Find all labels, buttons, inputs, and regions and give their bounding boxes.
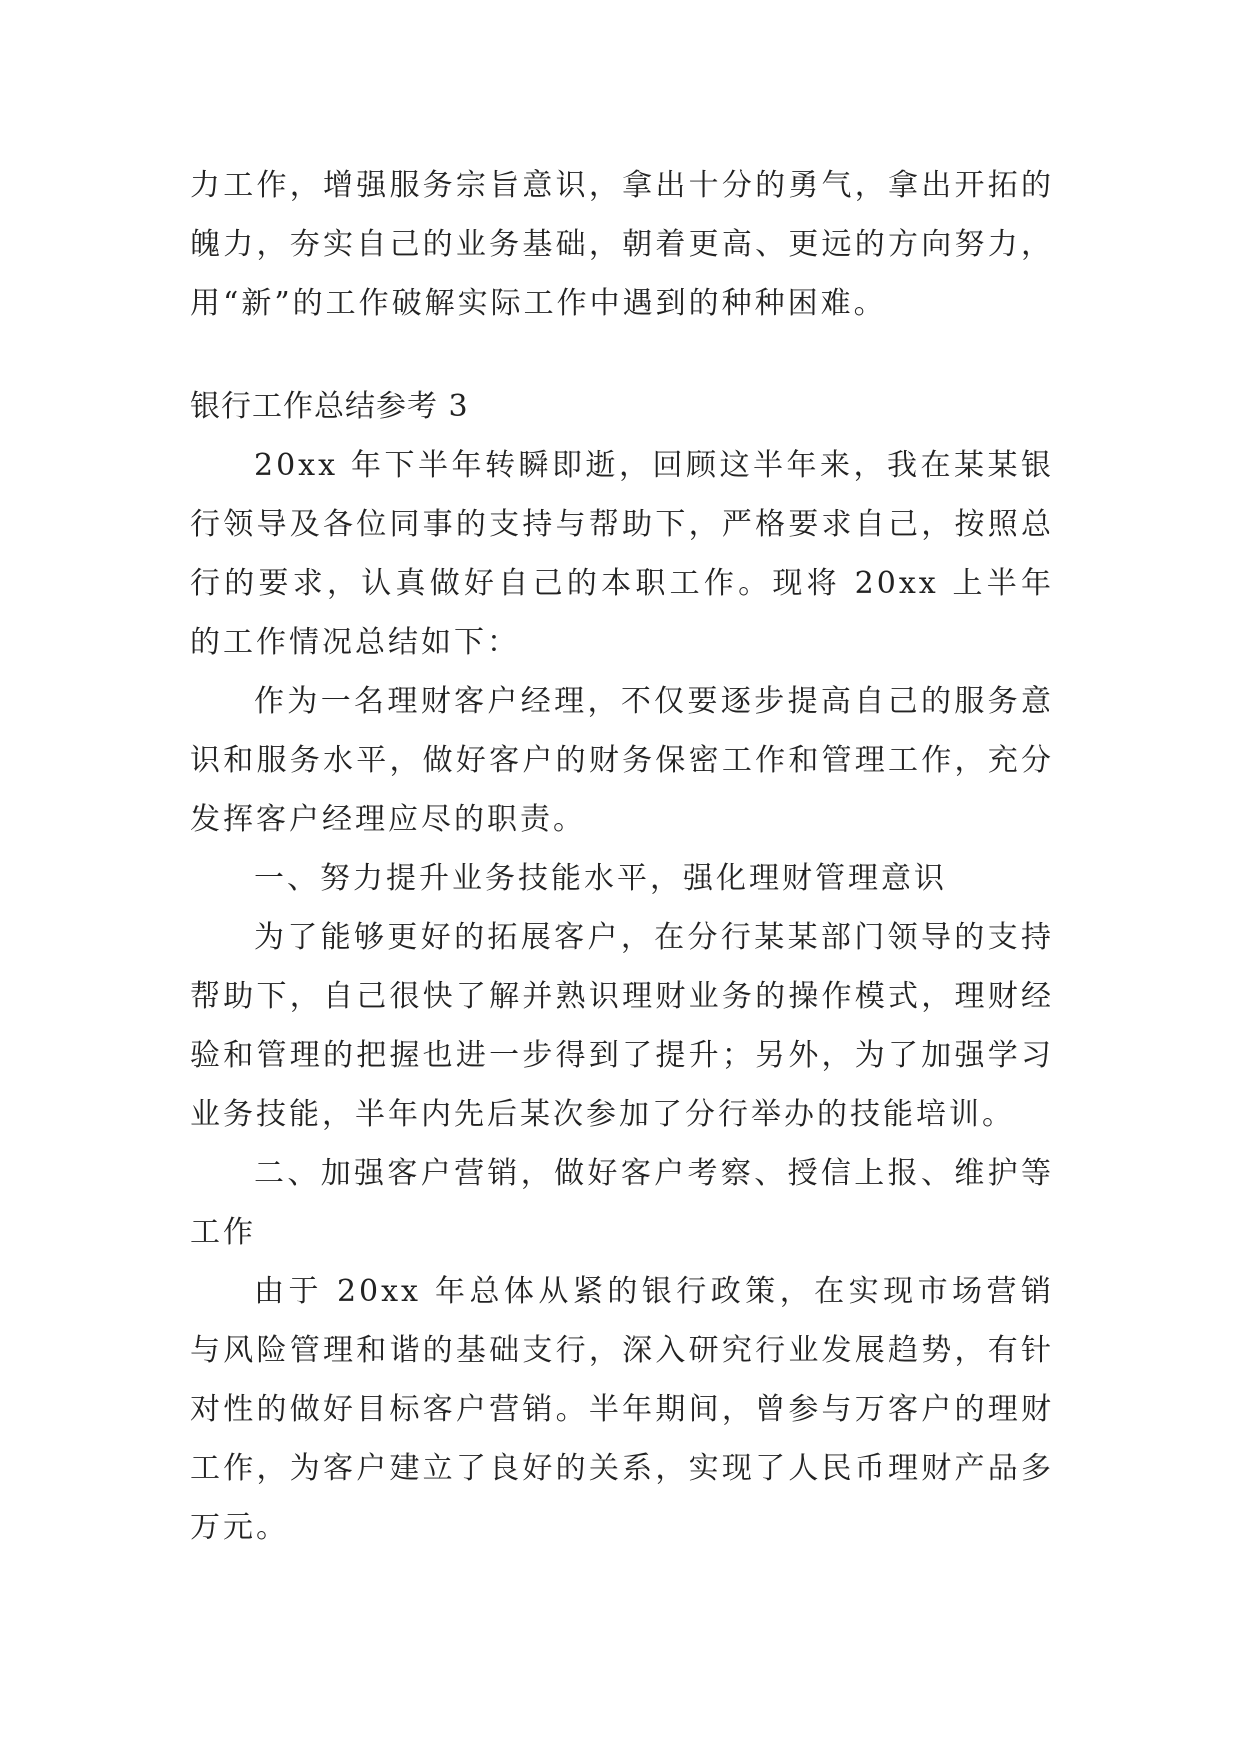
section-gap — [190, 333, 1054, 377]
document-body — [190, 156, 1054, 1557]
intro-paragraph: 力工作，增强服务宗旨意识，拿出十分的勇气，拿出开拓的魄力，夯实自己的业务基础，朝着更高、更远的方向努力，用“新”的工作破解实际工作中遇到的种种困难。 — [190, 168, 1054, 321]
subheading-marketing: 二、加强客户营销，做好客户考察、授信上报、维护等工作 — [190, 1156, 1054, 1250]
paragraph-summary-intro: 20xx 年下半年转瞬即逝，回顾这半年来，我在某某银行领导及各位同事的支持与帮助下，严格要求自己，按照总行的要求，认真做好自己的本职工作。现将 20xx 上半年的工作情况总结如下： — [190, 448, 1054, 660]
section-title: 银行工作总结参考 3 — [190, 389, 469, 424]
paragraph-skills: 为了能够更好的拓展客户，在分行某某部门领导的支持帮助下，自己很快了解并熟识理财业务的操作模式，理财经验和管理的把握也进一步得到了提升；另外，为了加强学习业务技能，半年内先后某次参加了分行举办的技能培训。 — [190, 920, 1054, 1132]
paragraph-marketing: 由于 20xx 年总体从紧的银行政策，在实现市场营销与风险管理和谐的基础支行，深入研究行业发展趋势，有针对性的做好目标客户营销。半年期间，曾参与万客户的理财工作，为客户建立了良好的关系，实现了人民币理财产品多万元。 — [190, 1274, 1054, 1545]
paragraph-role: 作为一名理财客户经理，不仅要逐步提高自己的服务意识和服务水平，做好客户的财务保密工作和管理工作，充分发挥客户经理应尽的职责。 — [190, 684, 1054, 837]
subheading-skills: 一、努力提升业务技能水平，强化理财管理意识 — [254, 861, 947, 896]
